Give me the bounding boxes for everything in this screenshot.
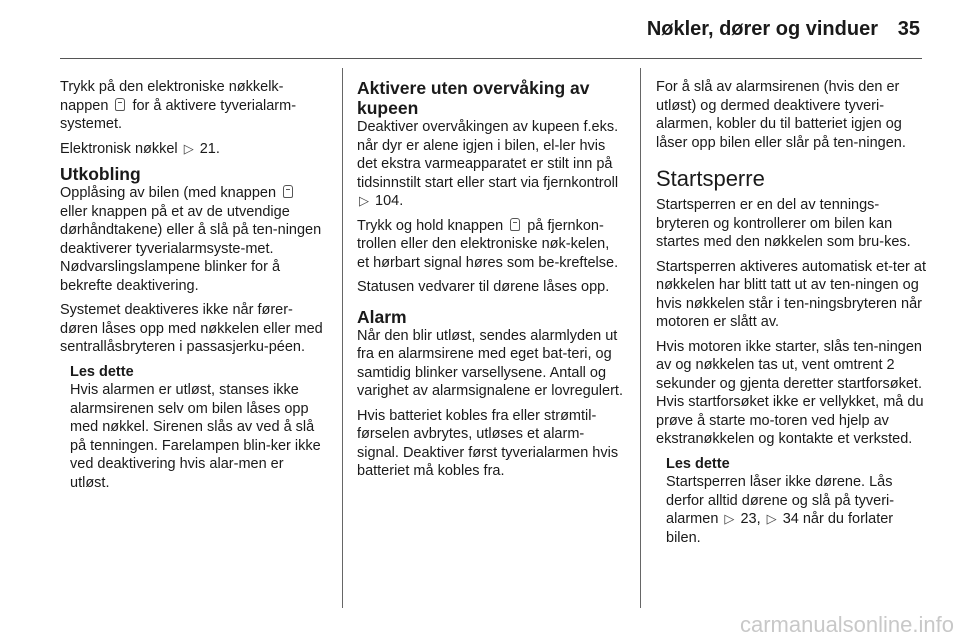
column-3: [656, 78, 926, 547]
column-divider-2: [640, 68, 641, 608]
paragraph: Startsperren er en del av tennings-bryteren og kontrollerer om bilen kan startes med den nøkkelen som bru-kes.: [656, 197, 911, 250]
paragraph: Elektronisk nøkkel ▷ 21.: [60, 140, 220, 157]
paragraph: Systemet deaktiveres ikke når fører-døren låses opp med nøkkelen eller med sentrallåsbryteren i passasjerku-péen.: [60, 302, 323, 355]
paragraph: Opplåsing av bilen (med knappen eller knappen på et av de utvendige dørhåndtakene) eller å slå på ten-ningen deaktiverer tyverialarmsyste-met. Nødvarslingslampene blinker for å bekrefte deaktivering.: [60, 185, 322, 294]
page-number: 35: [897, 18, 920, 40]
page-header: [0, 0, 960, 58]
paragraph: For å slå av alarmsirenen (hvis den er utløst) og dermed deaktivere tyveri-alarmen, kobler du til batteriet igjen og låser opp bilen eller slår på ten-ningen.: [656, 79, 906, 151]
column-1: [60, 78, 326, 492]
reference-arrow-icon: ▷: [766, 511, 777, 526]
note-text: Startsperren låser ikke dørene. Lås derfor alltid dørene og slå på tyveri-alarmen ▷ 23, ▷ 34 når du forlater bilen.: [666, 474, 895, 546]
paragraph: Trykk på den elektroniske nøkkelk-nappen for å aktivere tyverialarm-systemet.: [60, 79, 297, 132]
page-reference[interactable]: 104.: [375, 193, 404, 209]
section-heading-utkobling: Utkobling: [60, 164, 141, 184]
paragraph: Trykk og hold knappen på fjernkon-trollen eller den elektroniske nøk-kelen, et hørbart signal høres som be-kreftelse.: [357, 217, 619, 271]
paragraph: Hvis batteriet kobles fra eller strømtil-førselen avbrytes, utløses et alarm-signal. Deaktiver først tyverialarmen hvis batteriet må kobles fra.: [357, 407, 619, 479]
reference-arrow-icon: ▷: [359, 193, 369, 208]
note-title: Les dette: [666, 455, 730, 472]
paragraph: Når den blir utløst, sendes alarmlyden ut fra en alarmsirene med eget bat-teri, og samtidig blinker varsellysene. Antall og varighet av alarmsignalene er lovregulert.: [357, 327, 623, 399]
paragraph: Statusen vedvarer til dørene låses opp.: [357, 279, 610, 295]
unlock-key-icon: [283, 185, 293, 198]
page-reference[interactable]: 34 når du forlater bilen.: [666, 511, 894, 546]
note-title: Les dette: [70, 363, 134, 380]
note-text: Hvis alarmen er utløst, stanses ikke alarmsirenen selv om bilen låses opp med nøkkel. Sirenen slås av ved å slå på tenningen. Farelampen blin-ker ikke ved deaktivering hvis alar-men er utløst.: [70, 382, 321, 491]
paragraph: Hvis motoren ikke starter, slås ten-ningen av og nøkkelen tas ut, vent omtrent 2 sekunder og gjenta deretter startforsøket. Hvis startforsøket ikke er vellykket, må du prøve å starte mo-toren ved hjelp av ekstranøkkelen og kontakte et verksted.: [656, 338, 924, 447]
reference-arrow-icon: ▷: [183, 140, 194, 156]
column-divider-1: [342, 68, 343, 608]
page-title: Nøkler, dører og vinduer: [646, 18, 878, 40]
page-reference[interactable]: 21.: [199, 140, 220, 157]
reference-arrow-icon: ▷: [724, 511, 735, 526]
page-reference[interactable]: 23,: [740, 511, 761, 527]
section-heading-aktivere: Aktivere uten overvåking av kupeen: [357, 78, 590, 118]
paragraph: Startsperren aktiveres automatisk et-ter at nøkkelen har blitt tatt ut av ten-ningen og hvis nøkkelen står i ten-ningsbryteren når motoren er slått av.: [656, 258, 926, 330]
column-2: [357, 78, 625, 487]
section-heading-startsperre: Startsperre: [656, 166, 765, 191]
key-icon: [510, 218, 520, 231]
header-divider: [60, 58, 922, 59]
key-icon: [115, 98, 125, 111]
note-box: [666, 455, 926, 548]
section-heading-alarm: Alarm: [357, 306, 407, 327]
paragraph: Deaktiver overvåkingen av kupeen f.eks. når dyr er alene igjen i bilen, el-ler hvis det ekstra varmeapparatet er stilt inn på tidsinnstilt start eller start via fjernkontroll ▷ 104.: [357, 119, 619, 209]
note-box: [70, 363, 326, 493]
watermark: carmanualsonline.info: [739, 612, 954, 637]
